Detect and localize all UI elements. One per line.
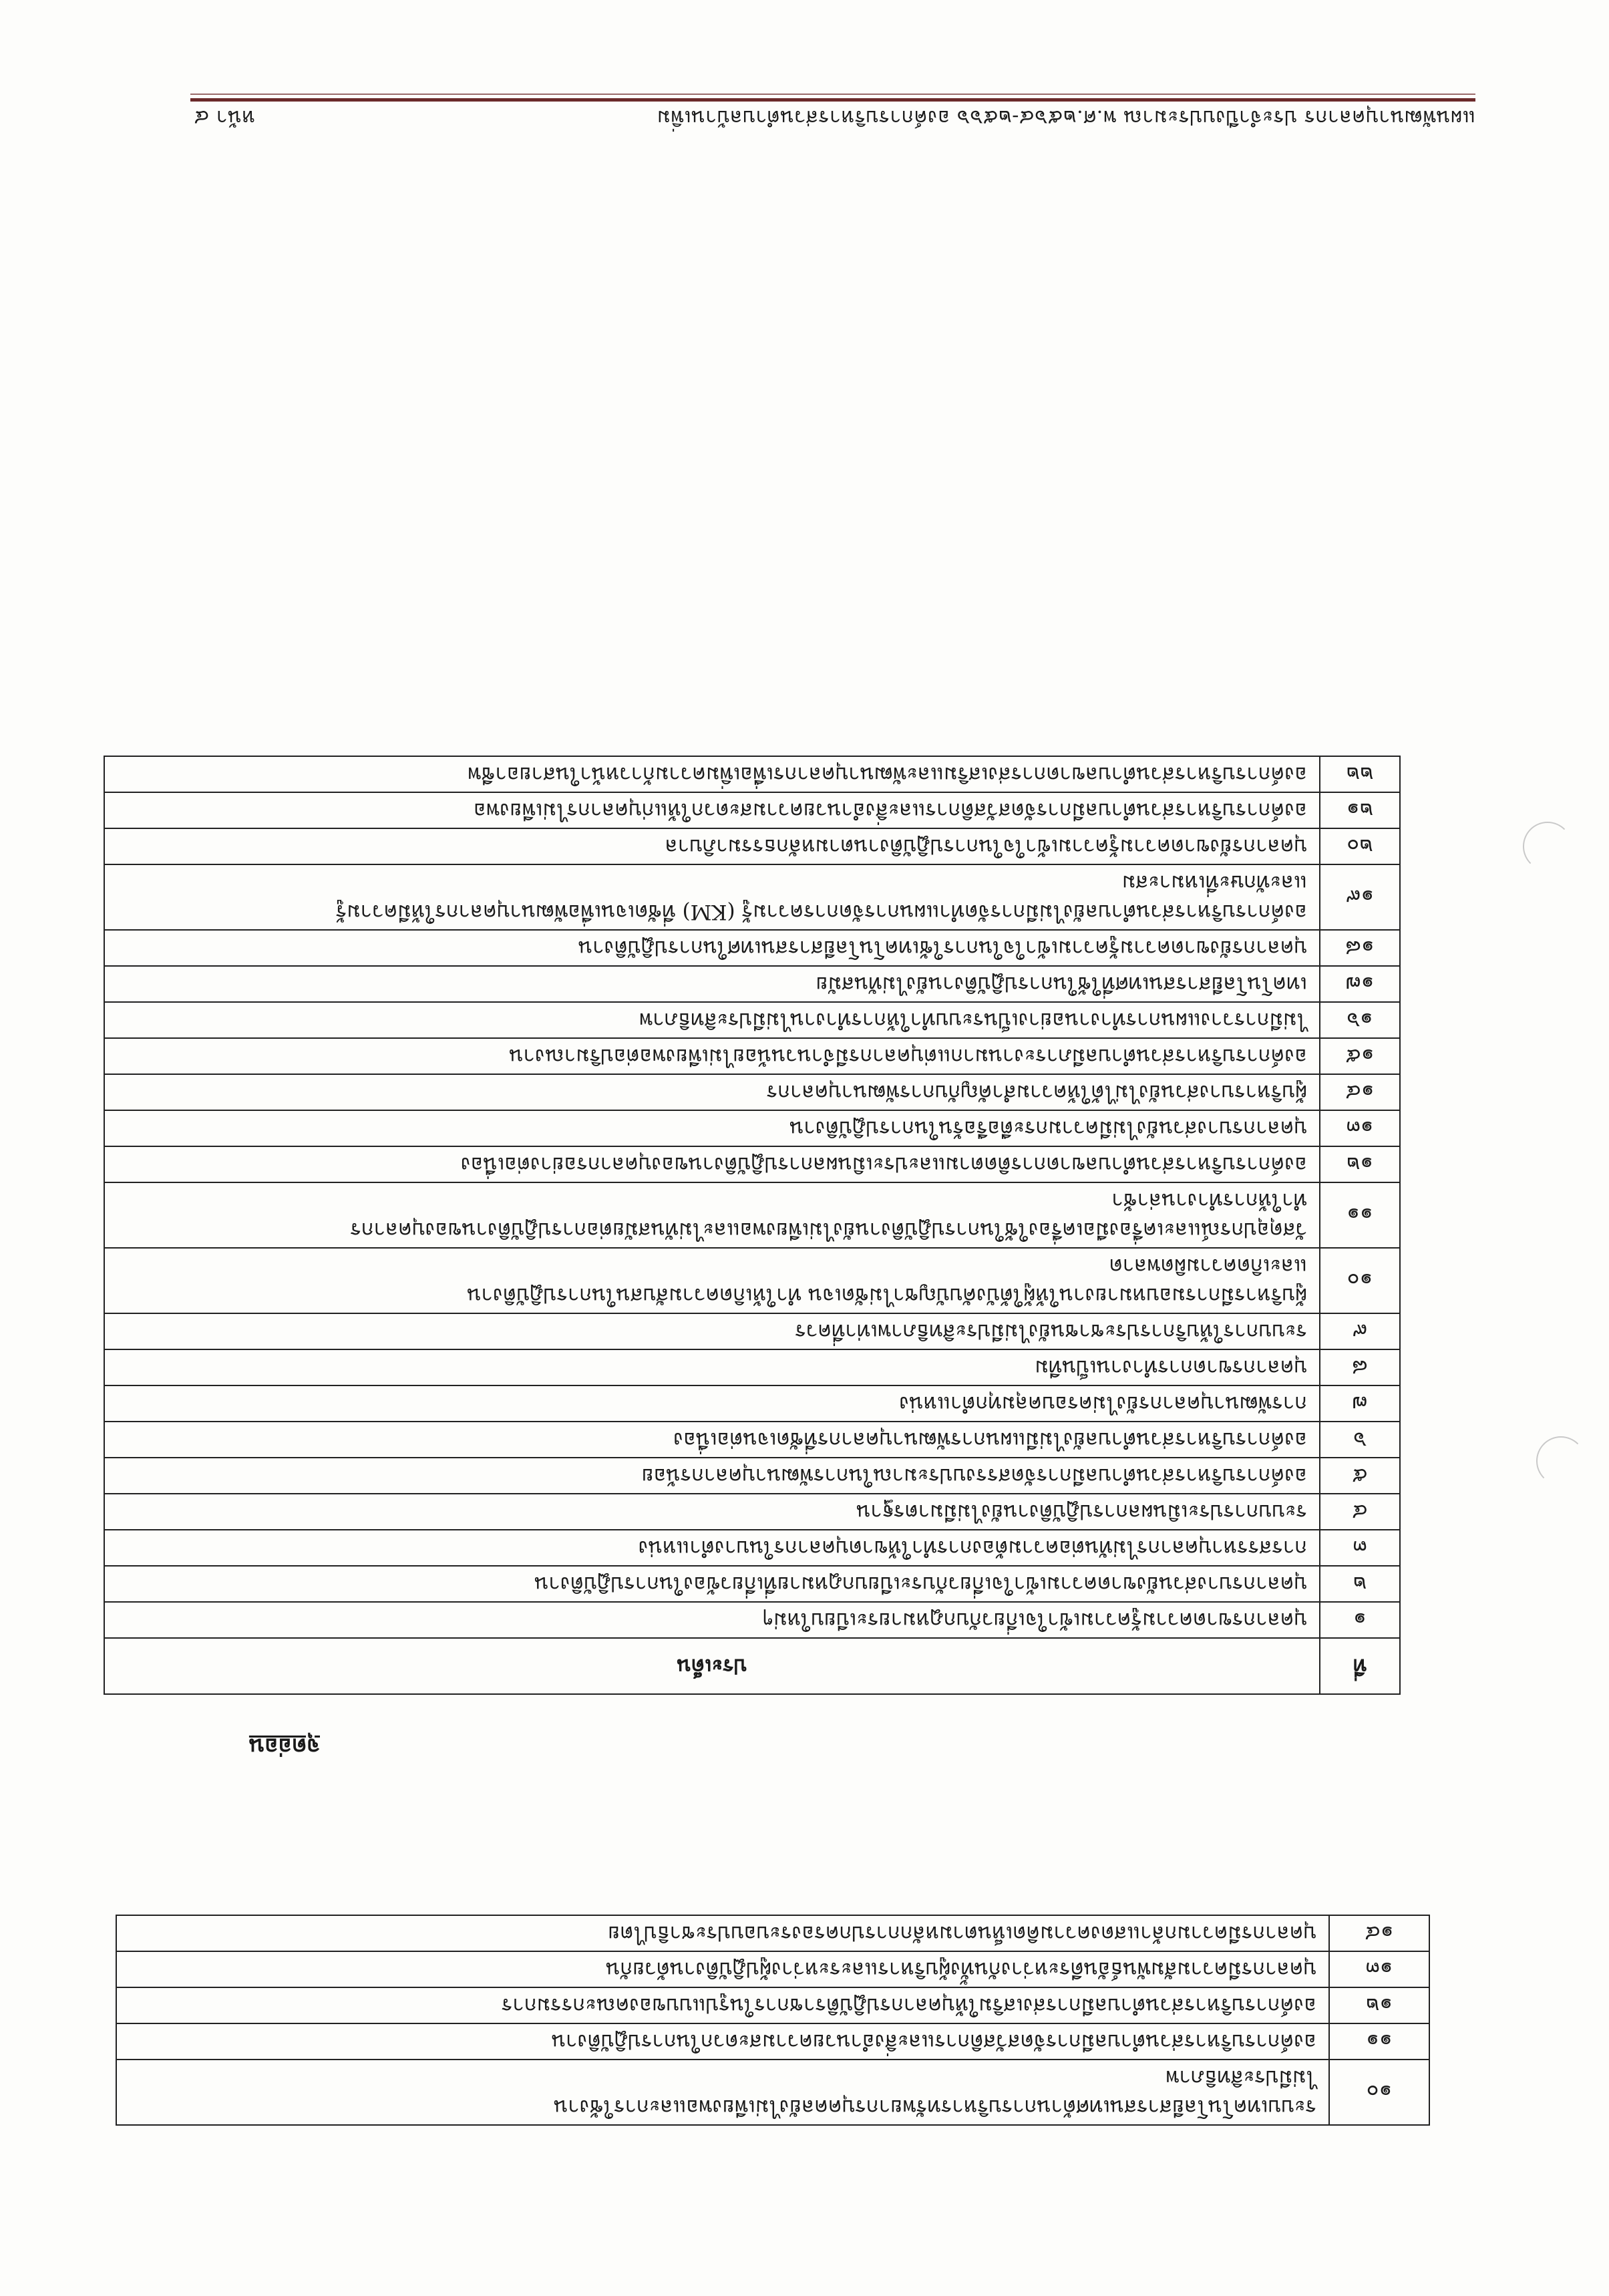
row-description (104, 966, 1320, 1002)
row-number: ๔ (1320, 1494, 1400, 1530)
row-description-line: และทักษะที่เหมาะสม (1121, 870, 1307, 894)
row-number: ๑๙ (1320, 864, 1400, 930)
row-number: ๑๑ (1320, 1182, 1400, 1248)
table-row (104, 966, 1400, 1002)
row-number: ๑๔ (1329, 1915, 1429, 1951)
row-description-line: บุคลากรยังขาดความรู้ความเข้าใจในการใช้เทคโนโลยีสารสนเทศในการปฏิบัติงาน (578, 936, 1307, 960)
row-description-line: องค์การบริหารส่วนตำบลมีการจัดสรรงบประมาณในการพัฒนาบุคลากรน้อย (641, 1464, 1307, 1488)
row-description-line: การพัฒนาบุคลากรยังไม่ครอบคลุมทุกตำแหน่ง (899, 1391, 1307, 1416)
row-description-line: วัสดุอุปกรณ์และเครื่องมือเครื่องใช้ในการปฏิบัติงานยังไม่เพียงพอและไม่ทันสมัยต่อการปฏิบัติงานของบุคลากร (350, 1218, 1307, 1242)
scan-artifact (1523, 822, 1572, 871)
table-row (104, 828, 1400, 864)
col-header-desc: ประเด็น (104, 1638, 1320, 1694)
table-row (104, 1602, 1400, 1638)
row-description-line: ระบบการให้บริการประชาชนยังไม่มีประสิทธิภาพเท่าที่ควร (795, 1319, 1307, 1343)
row-description-line: องค์การบริหารส่วนตำบลยังไม่มีแผนการพัฒนาบุคลากรที่ชัดเจนต่อเนื่อง (673, 1428, 1307, 1452)
row-number: ๑๑ (1329, 2023, 1429, 2060)
scan-artifact (1536, 1436, 1586, 1486)
row-description-line: เทคโนโลยีสารสนเทศที่ใช้ในการปฏิบัติงานยังไม่ทันสมัย (816, 972, 1307, 996)
table-row (104, 1146, 1400, 1182)
row-description-line: บุคลากรบางส่วนยังไม่มีความกระตือรือร้นในการปฏิบัติงาน (789, 1116, 1307, 1140)
header-title: แผนพัฒนาบุคลากร ประจำปีงบประมาณ พ.ศ.๒๕๖๔-๒๕๖๖ องค์การบริหารส่วนตำบลบ้านเพิ่ม (657, 106, 1475, 129)
row-number: ๒ (1320, 1566, 1400, 1602)
row-description (116, 1915, 1329, 1951)
row-description (116, 2023, 1329, 2060)
table-row (104, 792, 1400, 828)
row-description-line: องค์การบริหารส่วนตำบลยังไม่มีการจัดทำแผนการจัดการความรู้ (KM) ที่ชัดเจนเพื่อพัฒนาบุคลากรให้มีความรู้ (335, 900, 1307, 924)
table-row (104, 756, 1400, 792)
row-description (104, 930, 1320, 966)
row-description-line: บุคลากรขาดการทำงานเป็นทีม (1035, 1355, 1307, 1379)
row-number: ๑๖ (1320, 1002, 1400, 1038)
row-number: ๖ (1320, 1422, 1400, 1458)
row-description-line: ทำให้การทำงานล่าช้า (1111, 1188, 1307, 1212)
table-row (104, 1458, 1400, 1494)
row-description-line: บุคลากรบางส่วนยังขาดความเข้าใจเกี่ยวกับระเบียบกฎหมายที่เกี่ยวข้องในการปฏิบัติงาน (534, 1572, 1307, 1596)
row-description-line: บุคลากรมีความสัมพันธ์อันดีระหว่างกันทั้งผู้บริหารและระหว่างผู้ปฏิบัติงานด้วยกัน (606, 1957, 1316, 1981)
row-description (104, 1566, 1320, 1602)
row-description-line: องค์การบริหารส่วนตำบลขาดการส่งเสริมและพัฒนาบุคลากรเพื่อเพิ่มความก้าวหน้าในสายอาชีพ (467, 762, 1307, 786)
table-row (104, 1566, 1400, 1602)
col-header-no: ที่ (1320, 1638, 1400, 1694)
table-row (104, 1182, 1400, 1248)
row-description-line: องค์การบริหารส่วนตำบลมีการจัดสวัสดิการและสิ่งอำนวยความสะดวกในการปฏิบัติงาน (551, 2029, 1316, 2054)
row-description-line: องค์การบริหารส่วนตำบลมีการส่งเสริมให้บุคลากรปฏิบัติราชการในรูปแบบของคณะกรรมการ (501, 1993, 1316, 2017)
row-number: ๙ (1320, 1313, 1400, 1349)
row-number: ๑๐ (1320, 1248, 1400, 1313)
row-description (104, 1494, 1320, 1530)
row-description (104, 864, 1320, 930)
row-description-line: บุคลากรยังขาดความรู้ความเข้าใจในการปฏิบัติงานตามหลักธรรมาภิบาล (665, 834, 1307, 858)
row-description (104, 1110, 1320, 1146)
header-rule-thin (190, 94, 1475, 95)
row-number: ๓ (1320, 1530, 1400, 1566)
table-header-row (104, 1638, 1400, 1694)
table-row (104, 1002, 1400, 1038)
row-number: ๑๓ (1329, 1951, 1429, 1987)
row-description-line: องค์การบริหารส่วนตำบลมีภาระงานมากแต่บุคลากรมีจำนวนน้อยไม่เพียงพอต่อปริมาณงาน (509, 1044, 1307, 1068)
table-row (104, 1248, 1400, 1313)
row-description-line: บุคลากรมีความกล้าแสดงความคิดเห็นตามหลักการปกครองระบอบประชาธิปไตย (608, 1921, 1316, 1945)
row-number: ๘ (1320, 1349, 1400, 1385)
row-description-line: และเกิดความผิดพลาด (1109, 1254, 1307, 1278)
row-number: ๑๒ (1329, 1987, 1429, 2023)
row-number: ๕ (1320, 1458, 1400, 1494)
table-row (104, 1385, 1400, 1422)
row-number: ๑๕ (1320, 1038, 1400, 1074)
row-description (104, 1146, 1320, 1182)
table-row (116, 1987, 1429, 2023)
row-number: ๑๗ (1320, 966, 1400, 1002)
table-row (116, 2023, 1429, 2060)
row-number: ๒๑ (1320, 792, 1400, 828)
row-description (116, 1951, 1329, 1987)
row-description (116, 2060, 1329, 2125)
row-description-line: องค์การบริหารส่วนตำบลขาดการติดตามและประเมินผลการปฏิบัติงานของบุคลากรอย่างต่อเนื่อง (460, 1152, 1307, 1176)
row-number: ๒๒ (1320, 756, 1400, 792)
row-description-line: ระบบการประเมินผลการปฏิบัติงานยังไม่มีมาตรฐาน (856, 1500, 1307, 1524)
row-description-line: ผู้บริหารมีการมอบหมายงานให้ผู้ใต้บังคับบัญชาไม่ชัดเจน ทำให้เกิดความสับสนในการปฏิบัติงาน (467, 1283, 1307, 1307)
row-number: ๑๓ (1320, 1110, 1400, 1146)
table-row (104, 1313, 1400, 1349)
table-row (104, 1349, 1400, 1385)
table-row (104, 1038, 1400, 1074)
row-description (104, 1422, 1320, 1458)
row-description (104, 1248, 1320, 1313)
row-description-line: ไม่มีประสิทธิภาพ (1166, 2066, 1316, 2090)
row-description (104, 1038, 1320, 1074)
table-row (104, 1110, 1400, 1146)
row-description (104, 1182, 1320, 1248)
table-row (116, 1951, 1429, 1987)
table-row (104, 1530, 1400, 1566)
table-row (104, 1422, 1400, 1458)
row-description (116, 1987, 1329, 2023)
table-row (116, 1915, 1429, 1951)
header-rule (190, 98, 1475, 102)
header-page-number: หน้า ๔ (194, 106, 255, 129)
table-row (104, 1074, 1400, 1110)
row-description (104, 1349, 1320, 1385)
weakness-heading: จุดอ่อน (248, 1733, 320, 1760)
row-number: ๑๘ (1320, 930, 1400, 966)
strengths-table-continued (116, 1915, 1430, 2126)
table-row (104, 864, 1400, 930)
weakness-table (104, 756, 1401, 1695)
row-description (104, 1002, 1320, 1038)
row-description (104, 1458, 1320, 1494)
row-number: ๒๐ (1320, 828, 1400, 864)
row-description (104, 1385, 1320, 1422)
row-number: ๑๔ (1320, 1074, 1400, 1110)
row-description (104, 1074, 1320, 1110)
row-description-line: องค์การบริหารส่วนตำบลมีการจัดสวัสดิการและสิ่งอำนวยความสะดวกให้แก่บุคลากรไม่เพียงพอ (474, 798, 1307, 822)
table-row (104, 1494, 1400, 1530)
row-description-line: ระบบเทคโนโลยีสารสนเทศด้านการบริหารทรัพยากรบุคคลยังไม่เพียงพอและการใช้งาน (554, 2095, 1316, 2119)
row-description (104, 1530, 1320, 1566)
row-number: ๑๒ (1320, 1146, 1400, 1182)
row-number: ๑๐ (1329, 2060, 1429, 2125)
table-row (116, 2060, 1429, 2125)
row-description-line: บุคลากรขาดความรู้ความเข้าใจเกี่ยวกับกฎหมายระเบียบใหม่ๆ (762, 1608, 1307, 1632)
row-description-line: การสรรหาบุคลากรไม่ทันต่อความต้องการทำให้ขาดบุคลากรในบางตำแหน่ง (638, 1536, 1307, 1560)
row-description (104, 1313, 1320, 1349)
row-description (104, 792, 1320, 828)
row-description-line: ไม่มีการวางแผนการทำงานอย่างเป็นระบบทำให้การทำงานไม่มีประสิทธิภาพ (639, 1008, 1307, 1032)
row-number: ๑ (1320, 1602, 1400, 1638)
table-row (104, 930, 1400, 966)
row-description (104, 756, 1320, 792)
row-description-line: ผู้บริหารบางส่วนยังไม่ได้ให้ความสำคัญกับการพัฒนาบุคลากร (766, 1080, 1307, 1104)
row-description (104, 828, 1320, 864)
row-description (104, 1602, 1320, 1638)
row-number: ๗ (1320, 1385, 1400, 1422)
